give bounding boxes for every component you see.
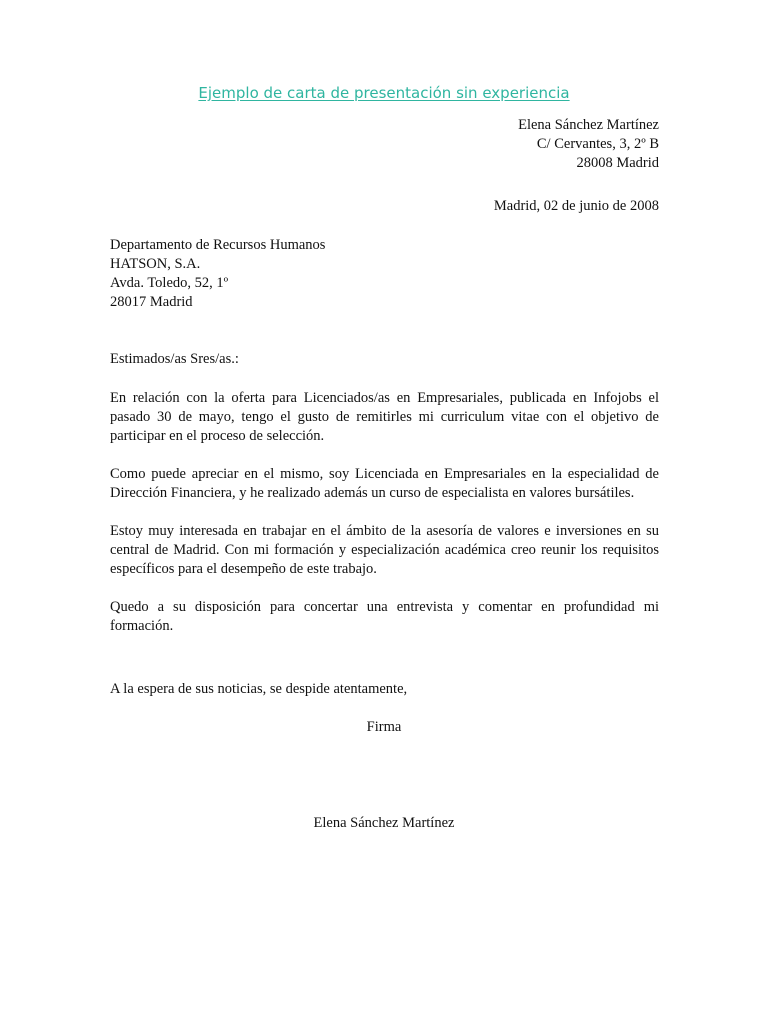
recipient-city: 28017 Madrid [110, 294, 193, 310]
sender-block [518, 116, 659, 173]
signature-label: Firma [366, 719, 402, 735]
body-paragraph: Quedo a su disposición para concertar una entrevista y comentar en profundidad mi formación. [110, 599, 659, 634]
signature-name: Elena Sánchez Martínez [313, 815, 455, 831]
recipient-department: Departamento de Recursos Humanos [110, 237, 326, 253]
recipient-block [110, 236, 325, 312]
sender-address: C/ Cervantes, 3, 2º B [536, 136, 659, 152]
sender-city: 28008 Madrid [576, 155, 659, 171]
closing-line: A la espera de sus noticias, se despide atentamente, [110, 681, 408, 697]
sender-name: Elena Sánchez Martínez [518, 117, 659, 133]
salutation: Estimados/as Sres/as.: [110, 351, 239, 367]
document-title: Ejemplo de carta de presentación sin experiencia [198, 84, 570, 102]
letter-date: Madrid, 02 de junio de 2008 [493, 198, 659, 214]
letter-body [110, 389, 659, 655]
body-paragraph: Como puede apreciar en el mismo, soy Licenciada en Empresariales en la especialidad de Dirección Financiera, y he realizado además un curso de especialista en valores bursátiles. [110, 466, 659, 501]
recipient-address: Avda. Toledo, 52, 1º [110, 275, 229, 291]
body-paragraph: Estoy muy interesada en trabajar en el ámbito de la asesoría de valores e inversiones en su central de Madrid. Con mi formación y especialización académica creo reunir los requisitos específicos para el desempeño de este trabajo. [110, 523, 659, 577]
body-paragraph: En relación con la oferta para Licenciados/as en Empresariales, publicada en Infojobs el pasado 30 de mayo, tengo el gusto de remitirles mi curriculum vitae con el objetivo de participar en el proceso de selección. [110, 390, 659, 444]
recipient-company: HATSON, S.A. [110, 256, 201, 272]
